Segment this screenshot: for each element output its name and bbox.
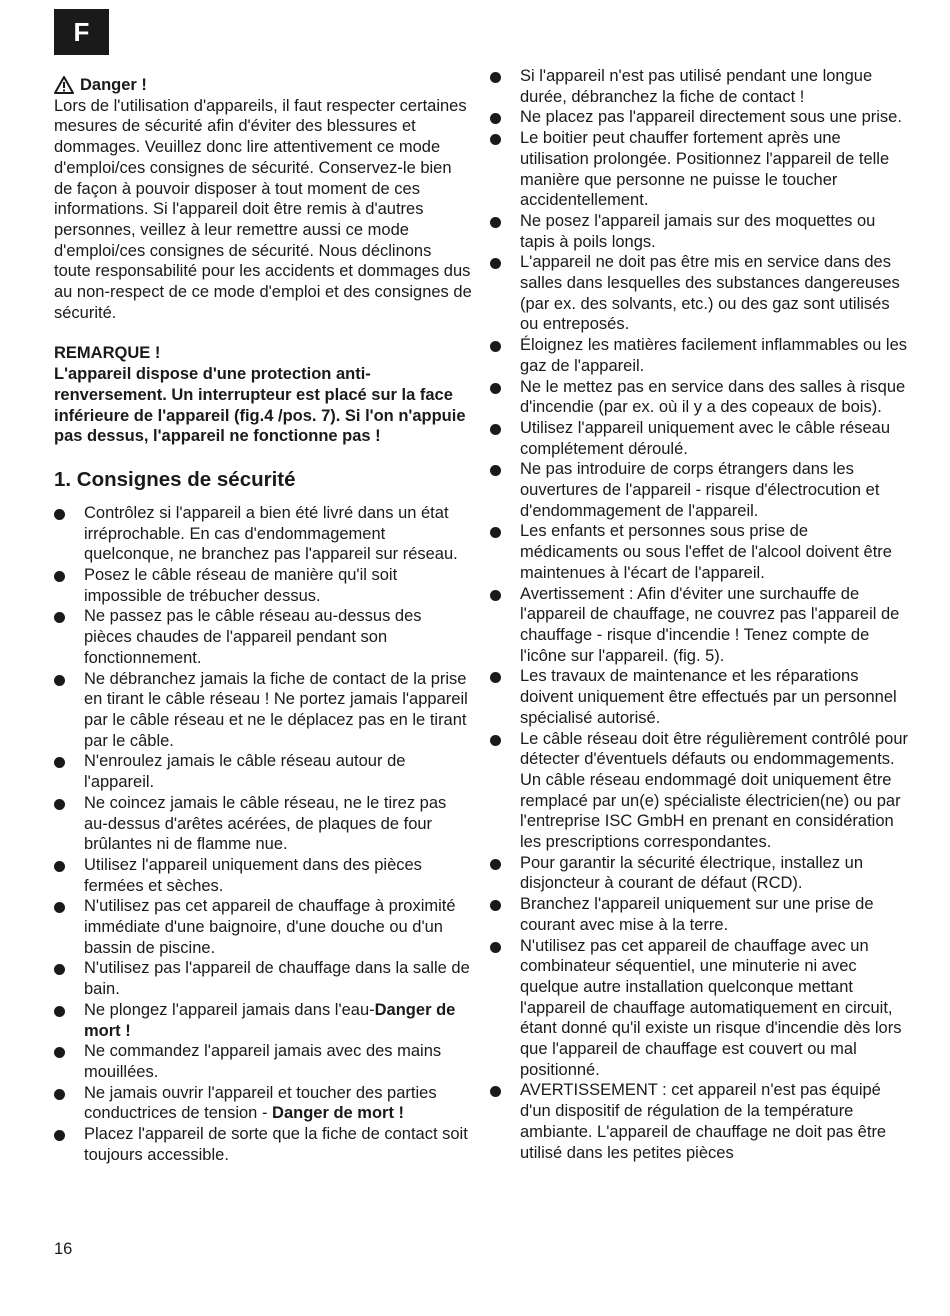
list-item	[54, 565, 472, 606]
list-item	[54, 669, 472, 752]
list-item-text: N'utilisez pas l'appareil de chauffage dans la salle de bain.	[84, 959, 470, 999]
bullet-icon	[54, 902, 65, 913]
bullet-icon	[490, 341, 501, 352]
list-item	[54, 1124, 472, 1165]
list-item	[490, 211, 908, 252]
list-item	[490, 377, 908, 418]
list-item-text: Utilisez l'appareil uniquement avec le câble réseau complétement déroulé.	[520, 418, 891, 458]
list-item	[54, 896, 472, 958]
list-item	[490, 729, 908, 853]
bullet-icon	[54, 1130, 65, 1141]
list-item	[490, 894, 908, 935]
danger-text: Lors de l'utilisation d'appareils, il faut respecter certaines mesures de sécurité afin d'éviter des blessures et dommages. Veuillez donc lire attentivement ce mode d'emploi/ces consignes de sécurité. Conservez-le bien de façon à pouvoir disposer à tout moment de ces informations. Si l'appareil doit être remis à d'autres personnes, veillez à leur remettre aussi ce mode d'emploi/ces consignes de sécurité. Nous déclinons toute responsabilité pour les accidents et dommages dus au non-respect de ce mode d'emploi et des consignes de sécurité.	[54, 96, 472, 322]
list-item	[490, 936, 908, 1081]
list-item-text: Le câble réseau doit être régulièrement contrôlé pour détecter d'éventuels défauts ou endommagements. Un câble réseau endommagé doit uniquement être remplacé par un(e) spécialiste électricien(ne) ou par l'entreprise ISC GmbH en prenant en considération les prescriptions correspondantes.	[520, 729, 908, 852]
bullet-icon	[54, 509, 65, 520]
bullet-icon	[490, 900, 501, 911]
bullet-icon	[490, 735, 501, 746]
list-item-text: Éloignez les matières facilement inflammables ou les gaz de l'appareil.	[520, 336, 908, 375]
list-item-text: Ne jamais ouvrir l'appareil et toucher des parties conductrices de tension -	[84, 1083, 437, 1123]
list-item	[54, 606, 472, 668]
list-item	[490, 521, 908, 583]
right-column	[490, 66, 908, 1163]
list-item-text: Avertissement : Afin d'éviter une surchauffe de l'appareil de chauffage, ne couvrez pas l'appareil de chauffage - risque d'incendie ! Tenez compte de l'icône sur l'appareil. (fig. 5).	[520, 584, 900, 665]
list-item	[490, 128, 908, 211]
bullet-icon	[490, 942, 501, 953]
list-item-text: AVERTISSEMENT : cet appareil n'est pas équipé d'un dispositif de régulation de la température ambiante. L'appareil de chauffage ne doit pas être utilisé dans les petites pièces	[520, 1081, 887, 1162]
list-item-text: L'appareil ne doit pas être mis en service dans des salles dans lesquelles des substances dangereuses (par ex. des solvants, etc.) ou des gaz sont utilisés ou entreposés.	[520, 253, 900, 334]
list-item	[490, 418, 908, 459]
list-item-text: Ne pas introduire de corps étrangers dans les ouvertures de l'appareil - risque d'électrocution et d'endommagement de l'appareil.	[520, 460, 880, 520]
list-item-text: Les enfants et personnes sous prise de médicaments ou sous l'effet de l'alcool doivent être maintenues à l'écart de l'appareil.	[520, 522, 892, 582]
list-item	[54, 958, 472, 999]
bullet-icon	[54, 1047, 65, 1058]
language-badge: F	[54, 9, 109, 55]
list-item-warning: Danger de mort !	[272, 1104, 405, 1123]
bullet-icon	[490, 383, 501, 394]
list-item-text: Si l'appareil n'est pas utilisé pendant une longue durée, débranchez la fiche de contact !	[520, 67, 873, 106]
bullet-icon	[54, 1006, 65, 1017]
bullet-icon	[490, 465, 501, 476]
left-safety-list	[54, 503, 472, 1166]
list-item	[490, 584, 908, 667]
bullet-icon	[490, 424, 501, 435]
bullet-icon	[54, 1089, 65, 1100]
left-column	[54, 66, 472, 1165]
bullet-icon	[490, 1086, 501, 1097]
list-item-text: N'utilisez pas cet appareil de chauffage à proximité immédiate d'une baignoire, d'une douche ou d'un bassin de piscine.	[84, 897, 456, 957]
bullet-icon	[54, 964, 65, 975]
list-item	[490, 335, 908, 376]
list-item	[490, 666, 908, 728]
bullet-icon	[490, 859, 501, 870]
list-item-text: Ne plongez l'appareil jamais dans l'eau-	[84, 1000, 375, 1019]
list-item	[490, 1080, 908, 1163]
list-item-text: N'utilisez pas cet appareil de chauffage avec un combinateur séquentiel, une minuterie ni avec quelque autre installation quelconque mettant l'appareil de chauffage automatiquement en circuit, étant donné qu'il existe un risque d'incendie dès lors que l'appareil de chauffage est couvert ou mal positionné.	[520, 936, 902, 1079]
list-item-text: Ne le mettez pas en service dans des salles à risque d'incendie (par ex. où il y a des copeaux de bois).	[520, 377, 906, 417]
list-item	[54, 793, 472, 855]
bullet-icon	[490, 258, 501, 269]
list-item-text: Posez le câble réseau de manière qu'il soit impossible de trébucher dessus.	[84, 566, 398, 605]
page-number: 16	[54, 1240, 73, 1258]
list-item-text: Ne placez pas l'appareil directement sous une prise.	[520, 108, 902, 127]
bullet-icon	[54, 675, 65, 686]
list-item	[490, 107, 908, 128]
list-item-text: Ne posez l'appareil jamais sur des moquettes ou tapis à poils longs.	[520, 211, 876, 251]
right-safety-list	[490, 66, 908, 1163]
bullet-icon	[490, 134, 501, 145]
list-item	[54, 751, 472, 792]
danger-title: Danger !	[80, 76, 147, 94]
list-item-text: Placez l'appareil de sorte que la fiche de contact soit toujours accessible.	[84, 1125, 468, 1164]
list-item-text: Utilisez l'appareil uniquement dans des pièces fermées et sèches.	[84, 855, 422, 895]
bullet-icon	[490, 217, 501, 228]
list-item	[490, 459, 908, 521]
list-item-text: Ne débranchez jamais la fiche de contact de la prise en tirant le câble réseau ! Ne portez jamais l'appareil par le câble réseau et ne le déplacez pas en le tirant par le câble.	[84, 669, 468, 750]
bullet-icon	[490, 672, 501, 683]
list-item	[54, 1000, 472, 1041]
remark-text: L'appareil dispose d'une protection anti-renversement. Un interrupteur est placé sur la face inférieure de l'appareil (fig.4 /pos. 7). Si l'on n'appuie pas dessus, l'appareil ne fonctionne pas !	[54, 365, 466, 446]
list-item	[490, 252, 908, 335]
list-item	[54, 503, 472, 565]
list-item-text: Le boitier peut chauffer fortement après une utilisation prolongée. Positionnez l'appareil de telle manière que personne ne puisse le toucher accidentellement.	[520, 129, 890, 210]
list-item	[54, 1083, 472, 1124]
list-item	[54, 1041, 472, 1082]
list-item	[490, 66, 908, 107]
bullet-icon	[54, 799, 65, 810]
bullet-icon	[490, 527, 501, 538]
danger-heading	[54, 75, 472, 96]
bullet-icon	[490, 590, 501, 601]
list-item-text: Ne coincez jamais le câble réseau, ne le tirez pas au-dessus d'arêtes acérées, de plaques de four brûlantes ni de flamme nue.	[84, 793, 447, 854]
warning-triangle-icon	[54, 76, 74, 94]
list-item-text: N'enroulez jamais le câble réseau autour de l'appareil.	[84, 752, 406, 792]
bullet-icon	[54, 571, 65, 582]
list-item-text: Branchez l'appareil uniquement sur une prise de courant avec mise à la terre.	[520, 895, 874, 934]
bullet-icon	[490, 113, 501, 124]
list-item-text: Pour garantir la sécurité électrique, installez un disjoncteur à courant de défaut (RCD).	[520, 853, 864, 893]
list-item-text: Contrôlez si l'appareil a bien été livré dans un état irréprochable. En cas d'endommagement quelconque, ne branchez pas l'appareil sur réseau.	[84, 503, 458, 564]
section-title: 1. Consignes de sécurité	[54, 467, 296, 491]
bullet-icon	[54, 757, 65, 768]
list-item	[54, 855, 472, 896]
bullet-icon	[54, 861, 65, 872]
remark-heading: REMARQUE !	[54, 344, 161, 363]
list-item	[490, 853, 908, 894]
list-item-text: Ne passez pas le câble réseau au-dessus des pièces chaudes de l'appareil pendant son fonctionnement.	[84, 607, 422, 667]
list-item-warning: Danger de mort !	[84, 1000, 456, 1040]
list-item-text: Ne commandez l'appareil jamais avec des mains mouillées.	[84, 1042, 442, 1081]
bullet-icon	[54, 612, 65, 623]
bullet-icon	[490, 72, 501, 83]
list-item-text: Les travaux de maintenance et les réparations doivent uniquement être effectués par un personnel spécialisé autorisé.	[520, 667, 897, 727]
